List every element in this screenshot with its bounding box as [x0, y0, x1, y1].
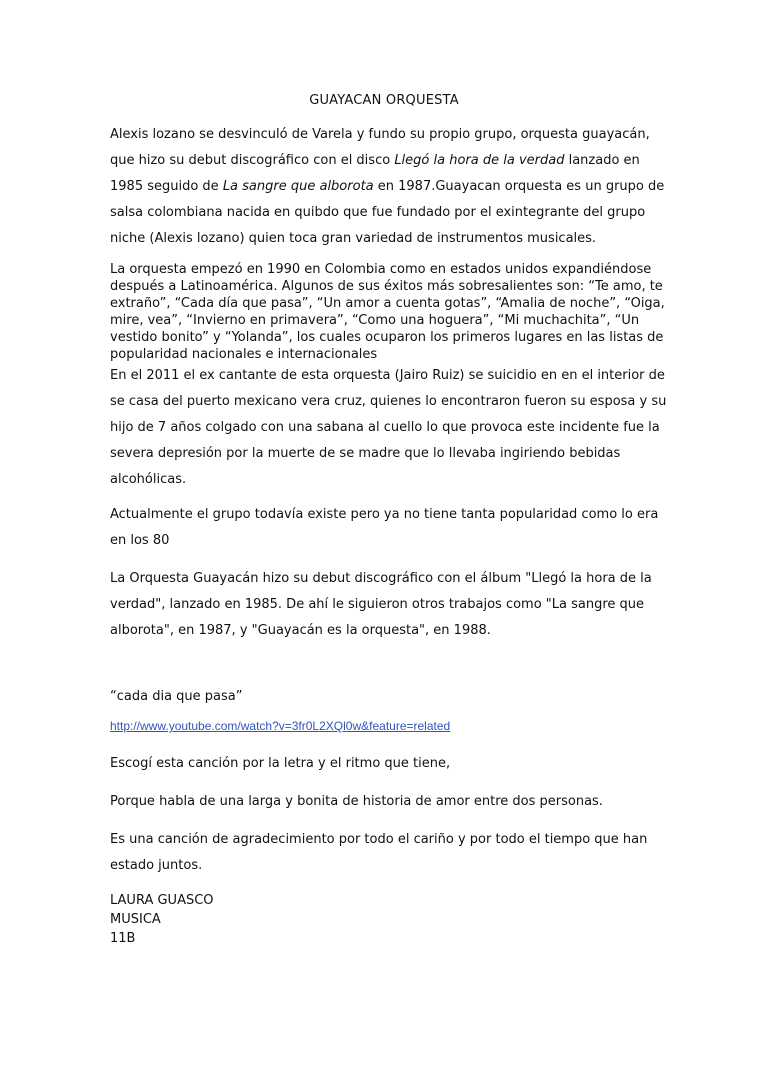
- youtube-link[interactable]: http://www.youtube.com/watch?v=3fr0L2XQl0w&feature=related: [110, 719, 451, 733]
- paragraph-origin: [110, 122, 670, 252]
- song-title: “cada dia que pasa”: [110, 689, 243, 704]
- grade-label: 11B: [110, 931, 136, 946]
- paragraph-current: Actualmente el grupo todavía existe pero ya no tiene tanta popularidad como lo era en los 80: [110, 507, 659, 548]
- album-title-2: La sangre que alborota: [222, 179, 374, 194]
- paragraph-debut: La Orquesta Guayacán hizo su debut discográfico con el álbum "Llegó la hora de la verdad", lanzado en 1985. De ahí le siguieron otros trabajos como "La sangre que alborota", en 1987, y "Guayacán es la orquesta", en 1988.: [110, 571, 652, 638]
- paragraph-reason: Escogí esta canción por la letra y el ritmo que tiene,: [110, 756, 451, 771]
- author-name: LAURA GUASCO: [110, 893, 214, 908]
- paragraph-origin-text-a: Alexis lozano se desvinculó de Varela y fundo su propio grupo, orquesta guayacán, que hizo su debut discográfico con el disco: [110, 127, 650, 168]
- signature-block: [110, 891, 670, 948]
- paragraph-hits: La orquesta empezó en 1990 en Colombia como en estados unidos expandiéndose después a Latinoamérica. Algunos de sus éxitos más sobresalientes son: “Te amo, te extraño”, “Cada día que pasa”, “Un amor a cuenta gotas”, “Amalia de noche”, “Oiga, mire, vea”, “Invierno en primavera”, “Como una hoguera”, “Mi muchachita”, “Un vestido bonito” y “Yolanda”, los cuales ocuparon los primeros lugares en las listas de popularidad nacionales e internacionales: [110, 262, 665, 362]
- document-body: [110, 122, 670, 948]
- album-title-1: Llegó la hora de la verdad: [394, 153, 565, 168]
- paragraph-origin-text-e: en 1987.Guayacan orquesta es un grupo de salsa colombiana nacida en quibdo que fue fundado por el exintegrante del grupo niche (Alexis lozano) quien toca gran variedad de instrumentos musicales.: [110, 179, 665, 246]
- document-title: GUAYACAN ORQUESTA: [309, 93, 459, 108]
- paragraph-love: Porque habla de una larga y bonita de historia de amor entre dos personas.: [110, 794, 603, 809]
- paragraph-origin-text-c: lanzado en 1985 seguido de: [110, 153, 640, 194]
- paragraph-singer: En el 2011 el ex cantante de esta orquesta (Jairo Ruiz) se suicidio en en el interior de se casa del puerto mexicano vera cruz, quienes lo encontraron fueron su esposa y su hijo de 7 años colgado con una sabana al cuello lo que provoca este incidente fue la severa depresión por la muerte de se madre que lo llevaba ingiriendo bebidas alcohólicas.: [110, 368, 667, 487]
- subject-name: MUSICA: [110, 912, 161, 927]
- paragraph-gratitude: Es una canción de agradecimiento por todo el cariño y por todo el tiempo que han estado juntos.: [110, 832, 648, 873]
